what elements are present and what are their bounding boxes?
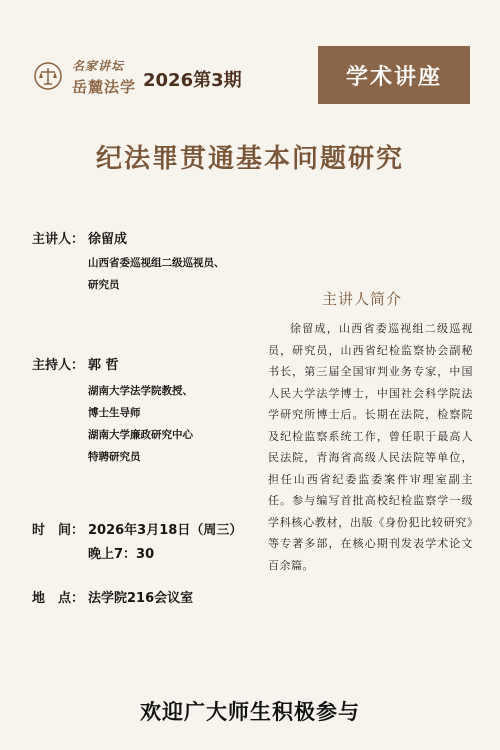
host-title-line: 特聘研究员 [88, 451, 141, 463]
bio-text: 徐留成，山西省委巡视组二级巡视员，研究员，山西省纪检监察协会副秘书长，第三届全国审判业务专家，中国人民大学法学博士，中国社会科学院法学研究所博士后。长期在法院，检察院及纪检监察系统工作，曾任职于最高人民法院，青海省高级人民法院等单位，担任山西省纪委监委案件审理室副主任。参与编写首批高校纪检监察学一级学科核心教材，出版《身份犯比较研究》等专著多部，在核心期刊发表学术论文百余篇。 [268, 322, 473, 572]
speaker-label: 主讲人： [32, 232, 85, 247]
host-titles [88, 380, 193, 468]
lecture-title: 纪法罪贯通基本问题研究 [95, 144, 404, 174]
time-label: 时 间： [32, 523, 85, 538]
logo-series-name: 名家讲坛 [72, 59, 125, 73]
category-tag: 学术讲座 [318, 46, 470, 104]
host-title-line: 湖南大学廉政研究中心 [88, 429, 193, 441]
event-location: 法学院216会议室 [88, 591, 194, 606]
host-label: 主持人： [32, 358, 85, 373]
welcome-banner: 欢迎广大师生积极参与 [140, 700, 360, 724]
speaker-name: 徐留成 [88, 232, 128, 247]
place-label: 地 点： [32, 591, 85, 606]
speaker-title-line: 山西省委巡视组二级巡视员、 [88, 257, 225, 269]
host-title-line: 博士生导师 [88, 407, 141, 419]
event-date: 2026年3月18日（周三） [88, 523, 243, 538]
speaker-title-line: 研究员 [88, 279, 120, 291]
bio-heading: 主讲人简介 [322, 290, 403, 308]
host-title-line: 湖南大学法学院教授、 [88, 385, 193, 397]
issue-number: 2026第3期 [143, 70, 242, 91]
speaker-titles [88, 252, 225, 296]
host-name: 郭 哲 [88, 358, 119, 373]
event-time: 晚上7：30 [88, 547, 155, 562]
logo-brand-name: 岳麓法学 [72, 78, 137, 96]
scales-of-justice-icon [34, 62, 62, 90]
